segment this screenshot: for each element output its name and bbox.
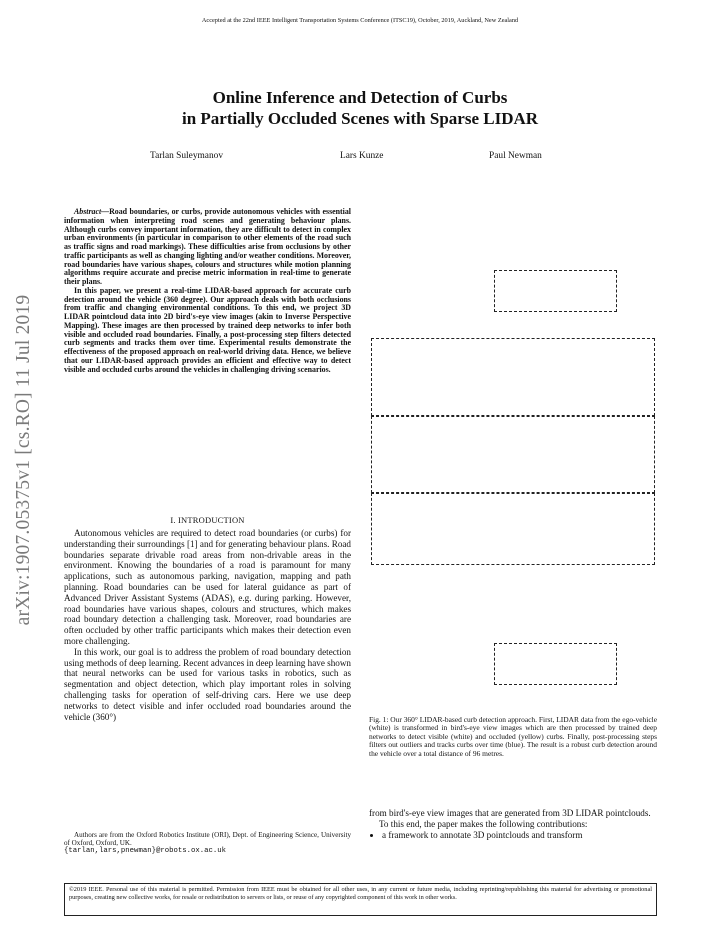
intro-paragraph-2: In this work, our goal is to address the problem of road boundary detection using methods of deep learning. Recent advances in deep learning have shown that neural networks can be used for various tasks in robotics, such as segmentation and object detection, which play important roles in solving challenging tasks for operation of self-driving cars. Here we use deep networks to detect visible and infer occluded road boundaries around the vehicle (360°) [64,646,351,722]
author-footnote [64,831,351,855]
abstract-paragraph-1 [64,208,351,287]
figure-placeholder-lower [371,493,655,565]
figure-placeholder-top [494,270,617,312]
footnote-emails: {tarlan,lars,pnewman}@robots.ox.ac.uk [64,847,227,855]
title-line-2: in Partially Occluded Scenes with Sparse LIDAR [181,109,539,128]
arxiv-identifier: arXiv:1907.05375v1 [cs.RO] 11 Jul 2019 [13,294,34,626]
author-1: Tarlan Suleymanov [150,151,224,161]
section-heading: I. INTRODUCTION [170,515,245,525]
right-paragraph-2: To this end, the paper makes the following contributions: [379,818,588,829]
intro-paragraph-1: Autonomous vehicles are required to detect road boundaries (or curbs) for understanding their surroundings [1] and for generating behaviour plans. Road boundaries separate drivable road areas from non-drivable areas in the environment. Knowing the boundaries of a road is paramount for many applications, such as autonomous parking, navigation, mapping and path planning. Road boundaries can be used for lateral guidance as part of Advanced Driver Assistant Systems (ADAS), e.g. during parking. However, road boundaries have various shapes, colours and structures, which makes road boundary detection a challenging task. Moreover, road boundaries are often occluded by other traffic participants which makes their detection even more challenging. [64,528,351,646]
abstract-heading: Abstract— [74,207,110,216]
abstract-paragraph-2: In this paper, we present a real-time LIDAR-based approach for accurate curb detection around the vehicle (360 degree). Our approach deals with both occlusions from traffic and changing environmental conditions. To this end, we project 3D LIDAR pointcloud data into 2D bird's-eye view images (akin to Inverse Perspective Mapping). These images are then processed by trained deep networks to infer both visible and occluded road boundaries. Finally, a post-processing step filters detected curb segments and tracks them over time. Experimental results demonstrate the effectiveness of the proposed approach on real-world driving data. Hence, we believe that our LIDAR-based approach provides an efficient and effective way to detect visible and occluded curbs around the vehicles in challenging driving scenarios. [64,285,351,374]
figure-placeholder-upper [371,338,655,416]
abstract-text-1: Road boundaries, or curbs, provide autonomous vehicles with essential information when interpreting road scenes and generating behaviour plans. Although curbs convey important information, they are difficult to detect in complex urban environments (in particular in comparison to other elements of the road such as traffic signs and road markings). These difficulties arise from occlusions by other traffic participants as well as changing lighting and/or weather conditions. Moreover, road boundaries have various shapes, colours and structures while motion planning algorithms require accurate and precise metric information in real-time to generate their plans. [64,207,351,286]
figure-caption: Fig. 1: Our 360° LIDAR-based curb detection approach. First, LIDAR data from the ego-vehicle (white) is transformed in bird's-eye view images which are then processed by trained deep networks to detect visible (white) and occluded (yellow) curbs. Finally, post-processing steps filters out outliers and tracks curbs over time (blue). The result is a robust curb detection around the vehicle over a total distance of 96 metres. [369,715,657,758]
author-2: Lars Kunze [340,151,384,161]
footnote-affiliation: Authors are from the Oxford Robotics Institute (ORI), Dept. of Engineering Science, University of Oxford, Oxford, UK. [64,831,351,847]
contribution-item-1: • a framework to annotate 3D pointclouds and transform [382,830,657,841]
contribution-list [369,830,657,841]
figure-placeholder-middle [371,416,655,493]
abstract [64,208,351,374]
right-paragraph-1: from bird's-eye view images that are generated from 3D LIDAR pointclouds. [369,808,651,818]
author-3: Paul Newman [489,151,542,161]
title-line-1: Online Inference and Detection of Curbs [212,88,508,107]
right-column-text [369,808,657,840]
figure-placeholder-bottom [494,643,617,685]
conference-header: Accepted at the 22nd IEEE Intelligent Transportation Systems Conference (ITSC19), October, 2019, Auckland, New Zealand [201,17,519,24]
paper-title [0,87,720,129]
copyright-notice: ©2019 IEEE. Personal use of this material is permitted. Permission from IEEE must be obtained for all other uses, in any current or future media, including reprinting/republishing this material for advertising or promotional purposes, creating new collective works, for resale or redistribution to servers or lists, or reuse of any copyrighted component of this work in other works. [64,883,657,916]
introduction-text [64,528,351,722]
